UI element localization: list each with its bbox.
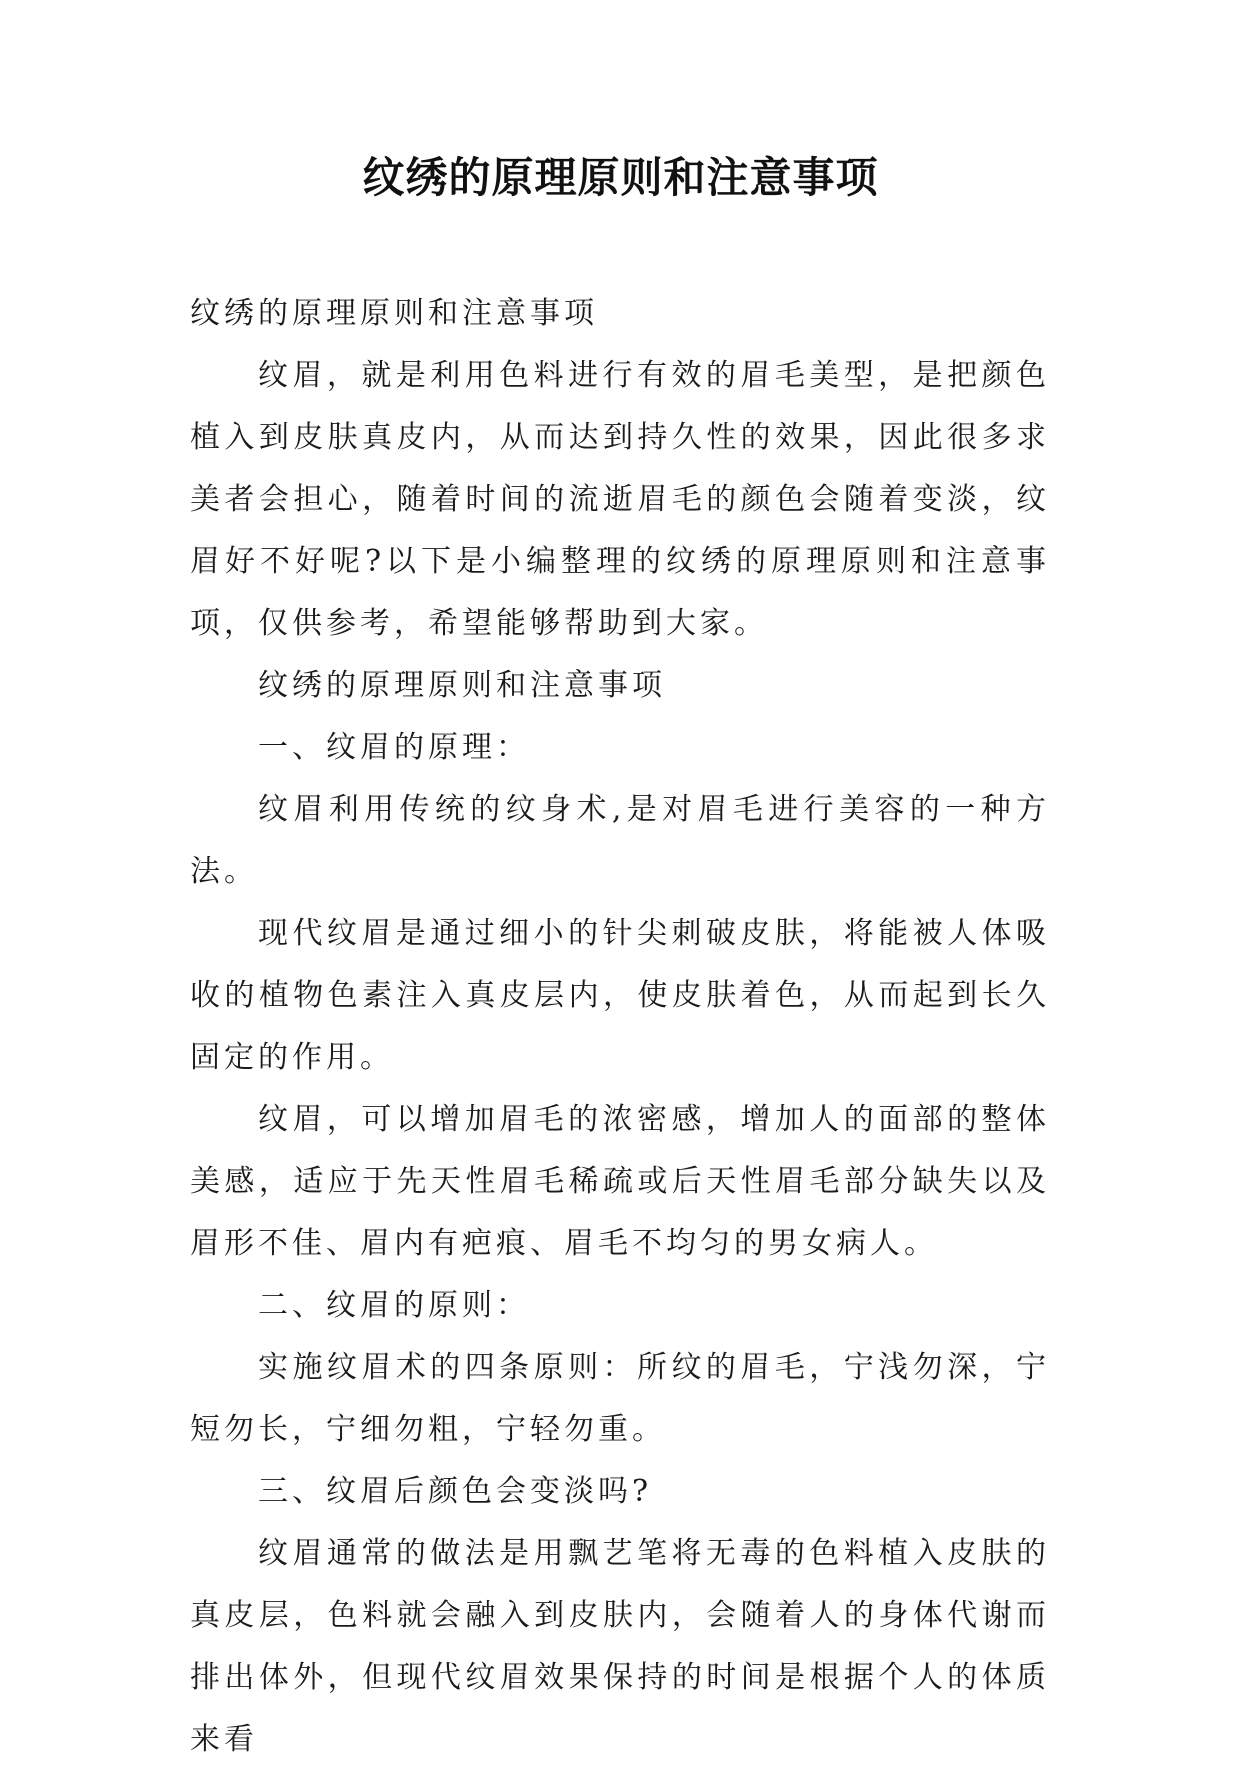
document-body	[190, 283, 1050, 1771]
paragraph: 纹眉，就是利用色料进行有效的眉毛美型，是把颜色植入到皮肤真皮内，从而达到持久性的效果，因此很多求美者会担心，随着时间的流逝眉毛的颜色会随着变淡，纹眉好不好呢?以下是小编整理的纹绣的原理原则和注意事项，仅供参考，希望能够帮助到大家。	[190, 358, 1050, 641]
paragraph-heading: 纹绣的原理原则和注意事项	[190, 296, 598, 331]
paragraph: 纹眉利用传统的纹身术,是对眉毛进行美容的一种方法。	[190, 792, 1050, 889]
section-heading: 二、纹眉的原则：	[258, 1288, 530, 1323]
document-title: 纹绣的原理原则和注意事项	[362, 153, 879, 202]
section-heading: 三、纹眉后颜色会变淡吗?	[258, 1474, 653, 1509]
paragraph: 纹眉，可以增加眉毛的浓密感，增加人的面部的整体美感，适应于先天性眉毛稀疏或后天性眉毛部分缺失以及眉形不佳、眉内有疤痕、眉毛不均匀的男女病人。	[190, 1102, 1050, 1261]
paragraph: 纹眉通常的做法是用飘艺笔将无毒的色料植入皮肤的真皮层，色料就会融入到皮肤内，会随着人的身体代谢而排出体外，但现代纹眉效果保持的时间是根据个人的体质来看	[190, 1536, 1050, 1757]
paragraph: 实施纹眉术的四条原则：所纹的眉毛，宁浅勿深，宁短勿长，宁细勿粗，宁轻勿重。	[190, 1350, 1050, 1447]
paragraph: 现代纹眉是通过细小的针尖刺破皮肤，将能被人体吸收的植物色素注入真皮层内，使皮肤着色，从而起到长久固定的作用。	[190, 916, 1050, 1075]
section-heading: 一、纹眉的原理：	[258, 730, 530, 765]
paragraph: 纹绣的原理原则和注意事项	[258, 668, 666, 703]
